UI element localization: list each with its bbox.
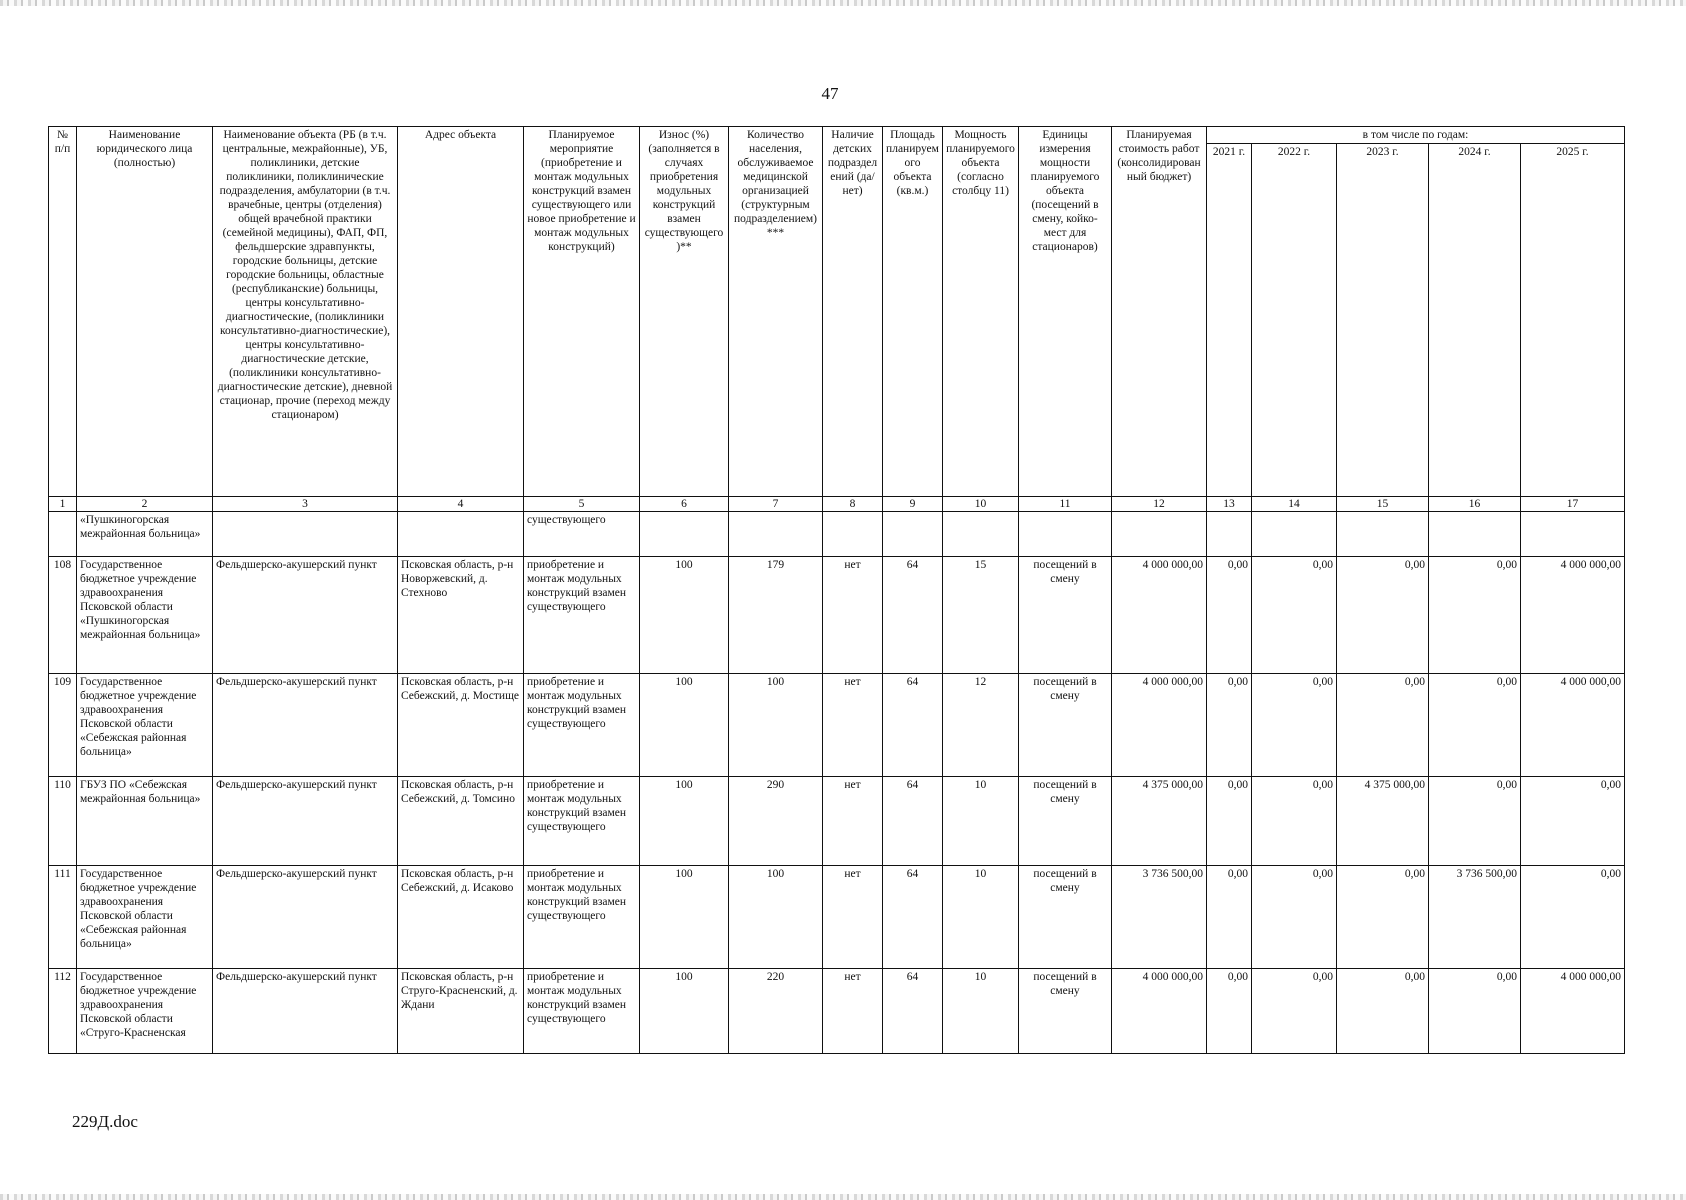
column-number: 4 (398, 497, 524, 512)
cell-year-2025: 0,00 (1521, 866, 1625, 969)
cell-number: 108 (49, 557, 77, 674)
cell-year-2025: 4 000 000,00 (1521, 557, 1625, 674)
cell-number (49, 512, 77, 557)
header-year-2022: 2022 г. (1252, 144, 1337, 497)
cell-address: Псковская область, р-н Себежский, д. Томсино (398, 777, 524, 866)
cell-children-units: нет (823, 969, 883, 1054)
cell-object-name: Фельдшерско-акушерский пункт (213, 969, 398, 1054)
cell-children-units: нет (823, 674, 883, 777)
cell-year-2023: 0,00 (1337, 557, 1429, 674)
header-years-group: в том числе по годам: (1207, 127, 1625, 144)
table-row (49, 512, 1625, 557)
cell-year-2021: 0,00 (1207, 557, 1252, 674)
cell-area: 64 (883, 674, 943, 777)
cell-legal-entity: Государственное бюджетное учреждение здравоохранения Псковской области «Себежская районная больница» (77, 866, 213, 969)
header-object-name: Наименование объекта (РБ (в т.ч. центральные, межрайонные), УБ, поликлиники, детские поликлиники, поликлинические подразделения, амбулатории (в т.ч. врачебные, центры (отделения) общей врачебной практики (семейной медицины), ФАП, ФП, фельдшерские здравпункты, городские больницы, детские городские больницы, областные (республиканские) больницы, центры консультативно-диагностические, (поликлиники консультативно-диагностические), центры консультативно-диагностические детские, (поликлиники консультативно-диагностические детские), дневной стационар, прочие (переход между стационаром) (213, 127, 398, 497)
cell-year-2022 (1252, 512, 1337, 557)
cell-object-name: Фельдшерско-акушерский пункт (213, 674, 398, 777)
cell-object-name: Фельдшерско-акушерский пункт (213, 777, 398, 866)
cell-planned-action: приобретение и монтаж модульных конструкций взамен существующего (524, 866, 640, 969)
header-capacity-unit: Единицы измерения мощности планируемого объекта (посещений в смену, койко-мест для стационаров) (1019, 127, 1112, 497)
cell-population: 179 (729, 557, 823, 674)
column-number: 9 (883, 497, 943, 512)
cell-year-2024: 3 736 500,00 (1429, 866, 1521, 969)
cell-object-name (213, 512, 398, 557)
cell-planned-cost: 4 000 000,00 (1112, 557, 1207, 674)
header-capacity: Мощность планируемого объекта (согласно столбцу 11) (943, 127, 1019, 497)
cell-year-2025 (1521, 512, 1625, 557)
cell-planned-action: приобретение и монтаж модульных конструкций взамен существующего (524, 674, 640, 777)
cell-population: 100 (729, 674, 823, 777)
cell-number: 109 (49, 674, 77, 777)
cell-capacity: 10 (943, 777, 1019, 866)
cell-population: 220 (729, 969, 823, 1054)
cell-year-2021: 0,00 (1207, 969, 1252, 1054)
cell-population (729, 512, 823, 557)
table-row (49, 674, 1625, 777)
cell-children-units: нет (823, 557, 883, 674)
cell-planned-action: приобретение и монтаж модульных конструкций взамен существующего (524, 777, 640, 866)
cell-address: Псковская область, р-н Себежский, д. Исаково (398, 866, 524, 969)
header-number: № п/п (49, 127, 77, 497)
cell-area (883, 512, 943, 557)
cell-capacity-unit: посещений в смену (1019, 969, 1112, 1054)
cell-address: Псковская область, р-н Себежский, д. Мостище (398, 674, 524, 777)
cell-capacity (943, 512, 1019, 557)
cell-children-units: нет (823, 866, 883, 969)
cell-legal-entity: ГБУЗ ПО «Себежская межрайонная больница» (77, 777, 213, 866)
cell-number: 111 (49, 866, 77, 969)
cell-wear: 100 (640, 557, 729, 674)
column-number: 8 (823, 497, 883, 512)
cell-capacity: 10 (943, 866, 1019, 969)
cell-capacity: 15 (943, 557, 1019, 674)
table-row (49, 866, 1625, 969)
cell-legal-entity: Государственное бюджетное учреждение здравоохранения Псковской области «Пушкиногорская межрайонная больница» (77, 557, 213, 674)
cell-planned-cost: 4 375 000,00 (1112, 777, 1207, 866)
header-address: Адрес объекта (398, 127, 524, 497)
cell-planned-cost (1112, 512, 1207, 557)
table-row (49, 777, 1625, 866)
column-number: 11 (1019, 497, 1112, 512)
table-body (49, 497, 1625, 1054)
cell-year-2021: 0,00 (1207, 777, 1252, 866)
cell-population: 100 (729, 866, 823, 969)
cell-wear (640, 512, 729, 557)
column-number: 14 (1252, 497, 1337, 512)
cell-year-2023: 0,00 (1337, 969, 1429, 1054)
header-year-2024: 2024 г. (1429, 144, 1521, 497)
cell-year-2025: 0,00 (1521, 777, 1625, 866)
header-population: Количество населения, обслуживаемое медицинской организацией (структурным подразделением)*** (729, 127, 823, 497)
column-number: 2 (77, 497, 213, 512)
cell-address: Псковская область, р-н Новоржевский, д. Стехново (398, 557, 524, 674)
column-number: 17 (1521, 497, 1625, 512)
cell-year-2024: 0,00 (1429, 557, 1521, 674)
cell-planned-cost: 3 736 500,00 (1112, 866, 1207, 969)
header-area: Площадь планируемого объекта (кв.м.) (883, 127, 943, 497)
cell-object-name: Фельдшерско-акушерский пункт (213, 557, 398, 674)
cell-year-2021: 0,00 (1207, 866, 1252, 969)
cell-wear: 100 (640, 777, 729, 866)
column-number-row (49, 497, 1625, 512)
cell-area: 64 (883, 777, 943, 866)
cell-year-2023 (1337, 512, 1429, 557)
cell-capacity-unit (1019, 512, 1112, 557)
cell-area: 64 (883, 969, 943, 1054)
table-row (49, 969, 1625, 1054)
cell-wear: 100 (640, 866, 729, 969)
column-number: 13 (1207, 497, 1252, 512)
header-legal-entity: Наименование юридического лица (полностью) (77, 127, 213, 497)
column-number: 10 (943, 497, 1019, 512)
cell-year-2024: 0,00 (1429, 777, 1521, 866)
column-number: 5 (524, 497, 640, 512)
column-number: 6 (640, 497, 729, 512)
cell-year-2022: 0,00 (1252, 866, 1337, 969)
header-year-2023: 2023 г. (1337, 144, 1429, 497)
cell-year-2022: 0,00 (1252, 674, 1337, 777)
cell-year-2022: 0,00 (1252, 969, 1337, 1054)
column-number: 15 (1337, 497, 1429, 512)
cell-planned-action: приобретение и монтаж модульных конструкций взамен существующего (524, 557, 640, 674)
cell-capacity-unit: посещений в смену (1019, 777, 1112, 866)
document-filename: 229Д.doc (72, 1112, 138, 1131)
header-year-2021: 2021 г. (1207, 144, 1252, 497)
cell-capacity: 10 (943, 969, 1019, 1054)
header-children-units: Наличие детских подразделений (да/нет) (823, 127, 883, 497)
cell-children-units: нет (823, 777, 883, 866)
cell-wear: 100 (640, 969, 729, 1054)
cell-year-2024: 0,00 (1429, 674, 1521, 777)
header-planned-cost: Планируемая стоимость работ (консолидированный бюджет) (1112, 127, 1207, 497)
cell-planned-action: приобретение и монтаж модульных конструкций взамен существующего (524, 969, 640, 1054)
cell-year-2024: 0,00 (1429, 969, 1521, 1054)
header-wear: Износ (%) (заполняется в случаях приобретения модульных конструкций взамен существующего)** (640, 127, 729, 497)
page-number: 47 (821, 84, 839, 103)
cell-legal-entity: Государственное бюджетное учреждение здравоохранения Псковской области «Себежская районная больница» (77, 674, 213, 777)
cell-legal-entity: «Пушкиногорская межрайонная больница» (77, 512, 213, 557)
cell-planned-cost: 4 000 000,00 (1112, 969, 1207, 1054)
cell-planned-action: существующего (524, 512, 640, 557)
cell-year-2023: 4 375 000,00 (1337, 777, 1429, 866)
table-row (49, 557, 1625, 674)
cell-capacity-unit: посещений в смену (1019, 866, 1112, 969)
cell-object-name: Фельдшерско-акушерский пункт (213, 866, 398, 969)
cell-number: 110 (49, 777, 77, 866)
header-year-2025: 2025 г. (1521, 144, 1625, 497)
cell-year-2025: 4 000 000,00 (1521, 969, 1625, 1054)
cell-year-2025: 4 000 000,00 (1521, 674, 1625, 777)
cell-population: 290 (729, 777, 823, 866)
cell-area: 64 (883, 557, 943, 674)
cell-address (398, 512, 524, 557)
cell-year-2023: 0,00 (1337, 866, 1429, 969)
column-number: 16 (1429, 497, 1521, 512)
column-number: 7 (729, 497, 823, 512)
facilities-table (48, 126, 1625, 1054)
cell-year-2021 (1207, 512, 1252, 557)
cell-area: 64 (883, 866, 943, 969)
cell-legal-entity: Государственное бюджетное учреждение здравоохранения Псковской области «Струго-Красненская (77, 969, 213, 1054)
cell-wear: 100 (640, 674, 729, 777)
scan-edge-bottom (0, 1194, 1686, 1200)
header-planned-action: Планируемое мероприятие (приобретение и монтаж модульных конструкций взамен существующего или новое приобретение и монтаж модульных конструкций) (524, 127, 640, 497)
cell-year-2023: 0,00 (1337, 674, 1429, 777)
cell-capacity-unit: посещений в смену (1019, 557, 1112, 674)
cell-address: Псковская область, р-н Струго-Красненский, д. Ждани (398, 969, 524, 1054)
cell-capacity: 12 (943, 674, 1019, 777)
cell-year-2021: 0,00 (1207, 674, 1252, 777)
cell-year-2022: 0,00 (1252, 777, 1337, 866)
column-number: 12 (1112, 497, 1207, 512)
column-number: 3 (213, 497, 398, 512)
column-number: 1 (49, 497, 77, 512)
cell-year-2024 (1429, 512, 1521, 557)
cell-children-units (823, 512, 883, 557)
cell-year-2022: 0,00 (1252, 557, 1337, 674)
table-header (49, 127, 1625, 497)
scan-edge-top (0, 0, 1686, 6)
cell-capacity-unit: посещений в смену (1019, 674, 1112, 777)
cell-number: 112 (49, 969, 77, 1054)
cell-planned-cost: 4 000 000,00 (1112, 674, 1207, 777)
document-sheet (48, 126, 1624, 1054)
